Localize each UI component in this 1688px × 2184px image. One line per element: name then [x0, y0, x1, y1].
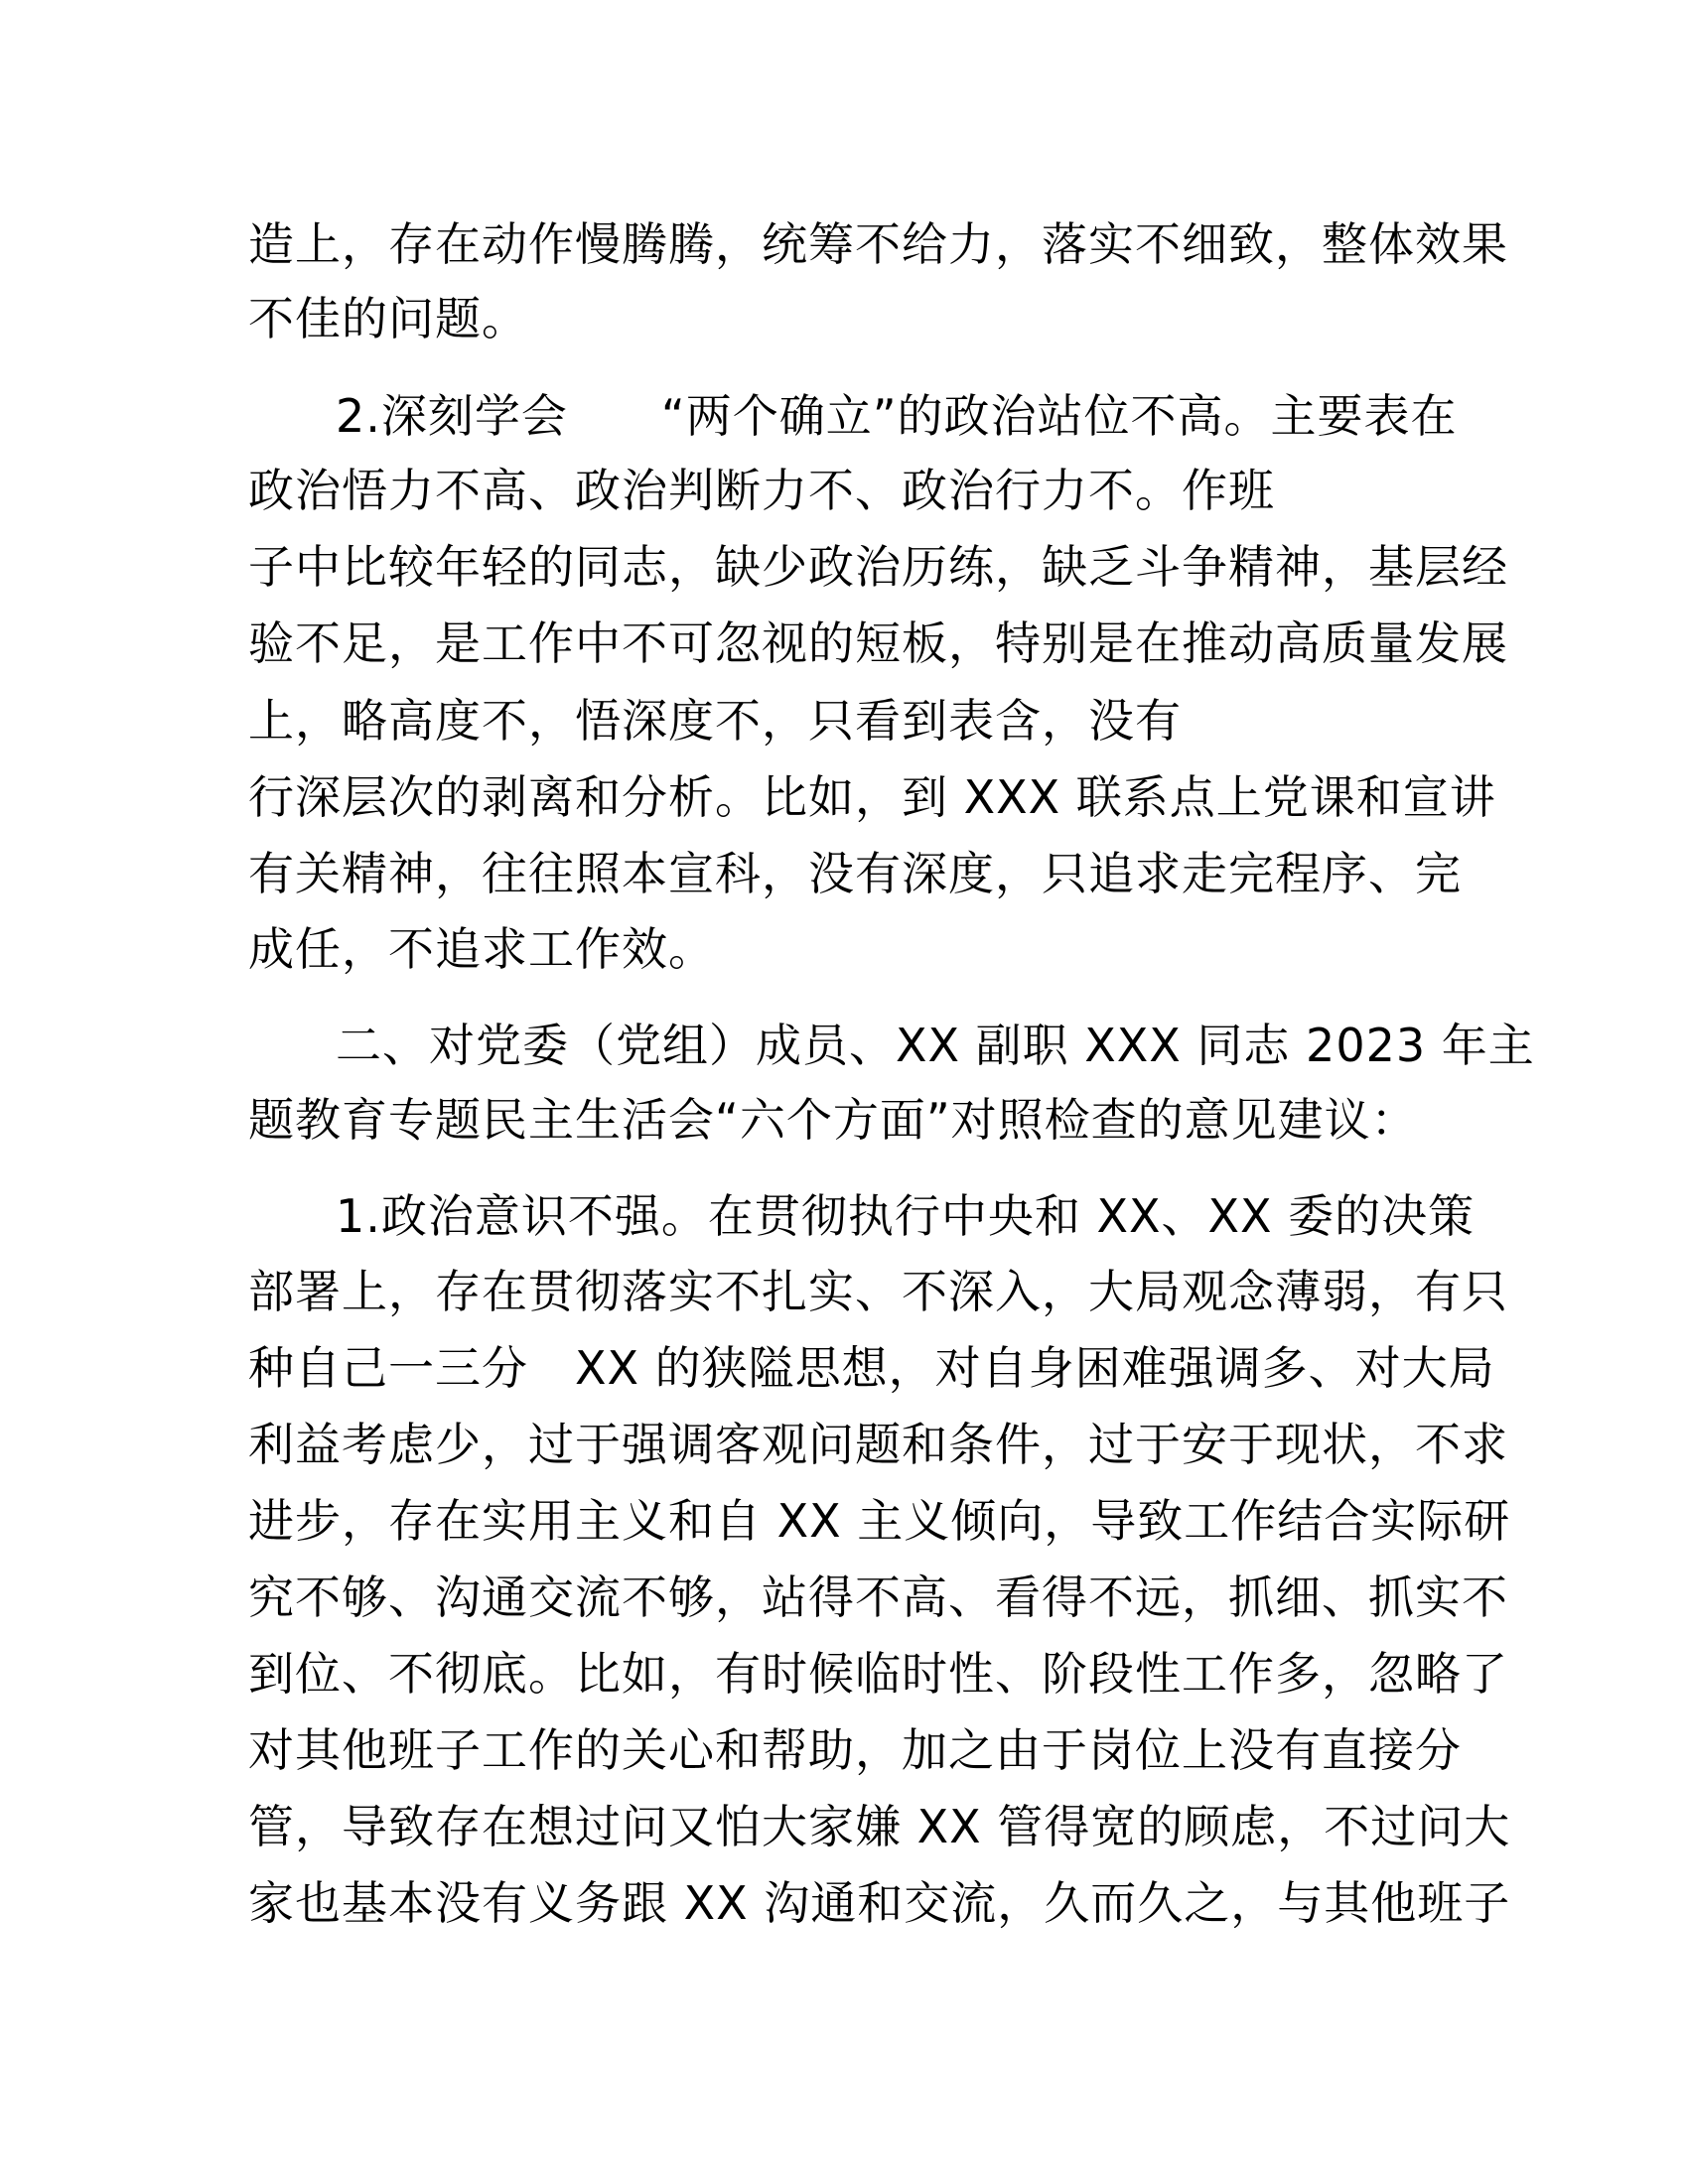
text-line-21: 管，导致存在想过问又怕大家嫌 XX 管得宽的顾虑，不过问大 — [248, 1800, 1511, 1853]
text-line-7: 上，略高度不，悟深度不，只看到表含，没有 — [248, 694, 1182, 748]
text-line-4: 政治悟力不高、政治判断力不、政治行力不。作班 — [248, 464, 1275, 517]
text-line-17: 进步，存在实用主义和自 XX 主义倾向，导致工作结合实际研 — [248, 1494, 1511, 1548]
text-line-10: 成任，不追求工作效。 — [248, 922, 715, 976]
text-line-18: 究不够、沟通交流不够，站得不高、看得不远，抓细、抓实不 — [248, 1570, 1508, 1624]
text-line-11: 二、对党委（党组）成员、XX 副职 XXX 同志 2023 年主 — [336, 1019, 1535, 1072]
text-line-19: 到位、不彻底。比如，有时候临时性、阶段性工作多，忽略了 — [248, 1647, 1508, 1701]
text-line-14: 部署上，存在贯彻落实不扎实、不深入，大局观念薄弱，有只 — [248, 1265, 1508, 1318]
text-line-16: 利益考虑少，过于强调客观问题和条件，过于安于现状，不求 — [248, 1418, 1508, 1471]
text-line-1: 造上，存在动作慢腾腾，统筹不给力，落实不细致，整体效果 — [248, 217, 1508, 271]
text-line-20: 对其他班子工作的关心和帮助，加之由于岗位上没有直接分 — [248, 1723, 1462, 1777]
text-line-2: 不佳的问题。 — [248, 292, 528, 345]
text-line-5: 子中比较年轻的同志，缺少政治历练，缺乏斗争精神，基层经 — [248, 540, 1508, 594]
text-line-9: 有关精神，往往照本宣科，没有深度，只追求走完程序、完 — [248, 847, 1462, 900]
text-line-3: 2.深刻学会 “两个确立”的政治站位不高。主要表在 — [336, 389, 1458, 443]
text-line-22: 家也基本没有义务跟 XX 沟通和交流，久而久之，与其他班子 — [248, 1876, 1511, 1930]
text-line-8: 行深层次的剥离和分析。比如，到 XXX 联系点上党课和宣讲 — [248, 770, 1496, 824]
text-line-6: 验不足，是工作中不可忽视的短板，特别是在推动高质量发展 — [248, 616, 1508, 670]
text-line-12: 题教育专题民主生活会“六个方面”对照检查的意见建议： — [248, 1093, 1418, 1147]
text-line-15: 种自己一三分 XX 的狭隘思想，对自身困难强调多、对大局 — [248, 1341, 1495, 1395]
text-line-13: 1.政治意识不强。在贯彻执行中央和 XX、XX 委的决策 — [336, 1189, 1476, 1243]
